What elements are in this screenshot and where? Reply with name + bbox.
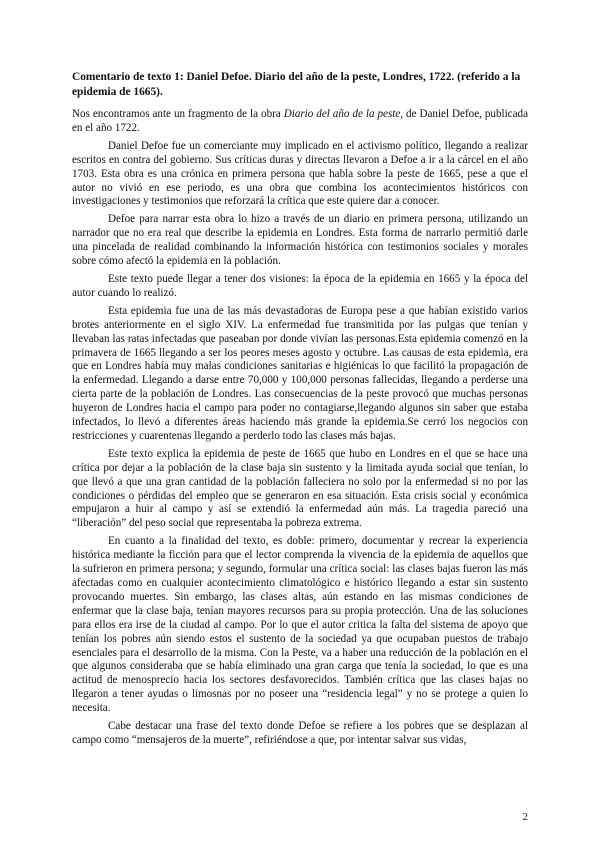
intro-paragraph	[72, 108, 528, 136]
page-number: 2	[522, 811, 528, 823]
intro-text-after: de Daniel Defoe, publicada en el año 1722.	[72, 108, 528, 134]
document-title: Comentario de texto 1: Daniel Defoe. Diario del año de la peste, Londres, 1722. (referido a la epidemia de 1665).	[72, 71, 521, 98]
document-page	[72, 70, 528, 752]
paragraph-two-visions: Este texto puede llegar a tener dos visiones: la época de la epidemia en 1665 y la época del autor cuando lo realizó.	[72, 272, 528, 299]
paragraph-narration: Defoe para narrar esta obra lo hizo a través de un diario en primera persona, utilizando un narrador que no era real que describe la epidemia en Londres. Esta forma de narrarlo permitió darle una pincelada de realidad combinando la información histórica con testimonios sociales y morales sobre cómo afectó la epidemia en la población.	[72, 213, 528, 268]
intro-text-before: Nos encontramos ante un fragmento de la obra	[72, 108, 284, 120]
paragraph-purpose: En cuanto a la finalidad del texto, es doble: primero, documentar y recrear la experiencia histórica mediante la ficción para que el lector comprenda la vivencia de la epidemia de aquellos que la sufrieron en primera persona; y segundo, formular una crítica social: las clases bajas fueron las más afectadas como en cualquier acontecimiento climatológico e histórico llegando a estar sin sustento provocando muertes. Sin embargo, las clases altas, aún estando en las mismas condiciones de enfermar que la clase baja, tenían mayores recursos para su propia protección. Una de las soluciones para ellos era irse de la ciudad al campo. Por lo que el autor critica la falta del sistema de apoyo que tenían los pobres aún siendo estos el sustento de la sociedad ya que ocupaban puestos de trabajo esenciales para el desarrollo de la misma. Con la Peste, va a haber una reducción de la población en el que algunos consideraba que se había eliminado una gran carga que tenía la sociedad, lo que es una actitud de menosprecio hacia los sectores desfavorecidos. También crítica que las clases bajas no llegaron a tener ayudas o limosnas por no poseer una “residencia legal” y no se protege a quien lo necesita.	[72, 535, 528, 715]
paragraph-epidemic: Esta epidemia fue una de las más devastadoras de Europa pese a que habían existido varios brotes anteriormente en el siglo XIV. La enfermedad fue transmitida por las pulgas que tenían y llevaban las ratas infectadas que paseaban por donde vivían las personas.Esta epidemia comenzó en la primavera de 1665 llegando a ser los peores meses agosto y octubre. Las causas de esta epidemia, era que en Londres había muy malas condiciones sanitarias e higiénicas lo que facilitó la propagación de la enfermedad. Llegando a darse entre 70,000 y 100,000 personas fallecidas, llegando a perderse una cierta parte de la población de Londres. Las consecuencias de la peste provocó que muchas personas huyeron de Londres hacia el campo para poder no contagiarse,llegando algunos sin saber que estaba infectados, lo llevó a diferentes áreas haciendo más grande la epidemia.Se cerró los negocios con restricciones y cuarentenas llegando a perderlo todo las clases más bajas.	[72, 304, 528, 442]
paragraph-critique: Este texto explica la epidemia de peste de 1665 que hubo en Londres en el que se hace una crítica por dejar a la población de la clase baja sin sustento y la limitada ayuda social que tenían, lo que llevó a que una gran cantidad de la población falleciera no solo por la enfermedad si no por las condiciones o pérdidas del empleo que se generaron en esa situación. Esta crisis social y económica empujaron a huir al campo y así se extendió la enfermedad aún más. La tragedia pareció una “liberación” del peso social que representaba la pobreza extrema.	[72, 447, 528, 530]
paragraph-author-bio: Daniel Defoe fue un comerciante muy implicado en el activismo político, llegando a realizar escritos en contra del gobierno. Sus críticas duras y directas llevaron a Defoe a ir a la cárcel en el año 1703. Esta obra es una crónica en primera persona que habla sobre la peste de 1665, pese a que el autor no vivió en ese periodo, es una obra que combina los acontecimientos históricos con investigaciones y testimonios que reforzará la crítica que este quiere dar a conocer.	[72, 139, 528, 208]
book-title-italic: Diario del año de la peste,	[283, 108, 404, 120]
paragraph-quote: Cabe destacar una frase del texto donde Defoe se refiere a los pobres que se desplazan al campo como “mensajeros de la muerte”, refiriéndose a que, por intentar salvar sus vidas,	[72, 720, 528, 746]
